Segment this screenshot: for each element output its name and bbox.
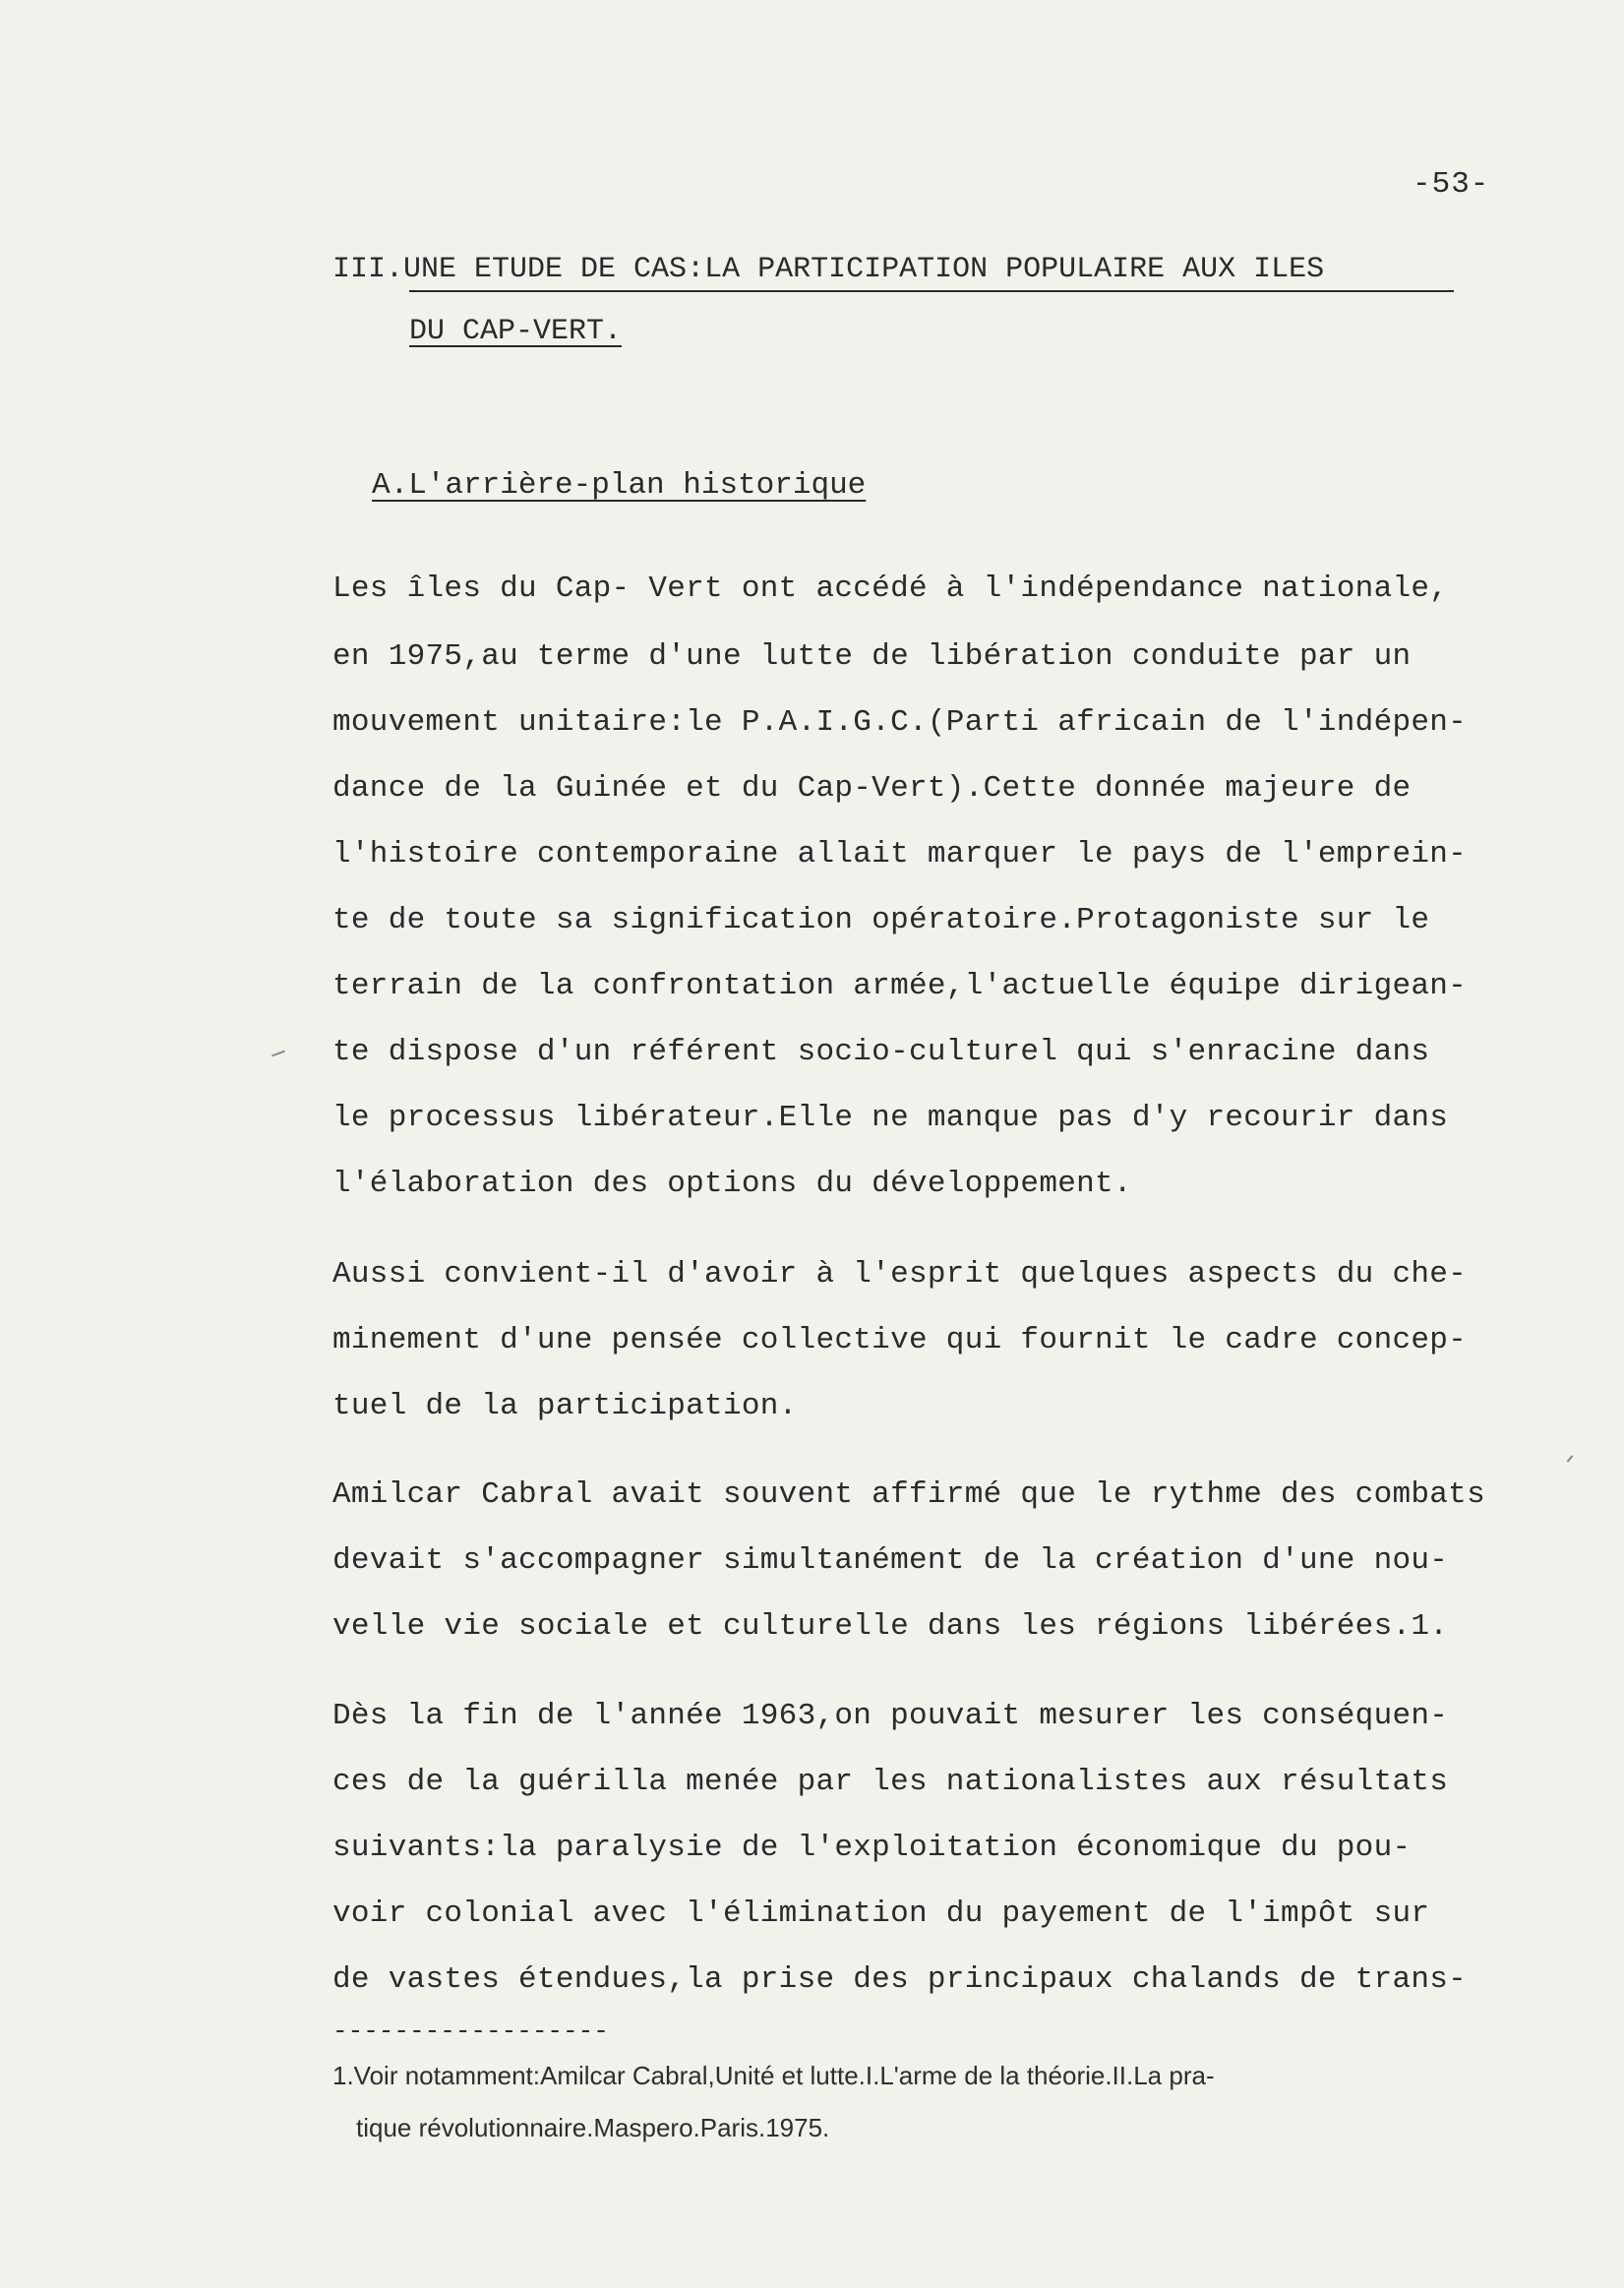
subsection-heading: A.L'arrière-plan historique bbox=[372, 468, 867, 503]
body-line: l'élaboration des options du développement. bbox=[332, 1167, 1132, 1201]
heading-underline bbox=[409, 290, 1454, 292]
body-line: ces de la guérilla menée par les nationalistes aux résultats bbox=[332, 1765, 1449, 1799]
scan-mark bbox=[271, 1051, 285, 1057]
body-line: velle vie sociale et culturelle dans les régions libérées.1. bbox=[332, 1609, 1449, 1644]
body-line: te dispose d'un référent socio-culturel qui s'enracine dans bbox=[332, 1035, 1430, 1069]
body-line: voir colonial avec l'élimination du payement de l'impôt sur bbox=[332, 1897, 1430, 1931]
body-line: tuel de la participation. bbox=[332, 1389, 798, 1423]
body-line: le processus libérateur.Elle ne manque pas d'y recourir dans bbox=[332, 1101, 1449, 1135]
footnote-line-2: tique révolutionnaire.Maspero.Paris.1975. bbox=[356, 2113, 830, 2142]
footnote-separator: ------------------ bbox=[332, 2017, 609, 2046]
scan-mark bbox=[1567, 1455, 1574, 1462]
body-line: Dès la fin de l'année 1963,on pouvait mesurer les conséquen- bbox=[332, 1699, 1449, 1733]
body-line: te de toute sa signification opératoire.Protagoniste sur le bbox=[332, 903, 1430, 937]
heading-title-line-1: UNE ETUDE DE CAS:LA PARTICIPATION POPULAIRE AUX ILES bbox=[403, 253, 1325, 286]
body-line: mouvement unitaire:le P.A.I.G.C.(Parti africain de l'indépen- bbox=[332, 705, 1468, 740]
heading-title-line-2: DU CAP-VERT. bbox=[409, 315, 623, 348]
body-line: terrain de la confrontation armée,l'actuelle équipe dirigean- bbox=[332, 969, 1468, 1003]
heading-numeral: III. bbox=[332, 253, 404, 286]
body-line: de vastes étendues,la prise des principaux chalands de trans- bbox=[332, 1962, 1468, 1997]
body-line: Aussi convient-il d'avoir à l'esprit quelques aspects du che- bbox=[332, 1257, 1468, 1292]
body-line: Les îles du Cap- Vert ont accédé à l'indépendance nationale, bbox=[332, 572, 1449, 606]
body-line: en 1975,au terme d'une lutte de libération conduite par un bbox=[332, 639, 1412, 674]
body-line: l'histoire contemporaine allait marquer le pays de l'emprein- bbox=[332, 837, 1468, 872]
body-line: minement d'une pensée collective qui fournit le cadre concep- bbox=[332, 1323, 1468, 1357]
body-line: dance de la Guinée et du Cap-Vert).Cette donnée majeure de bbox=[332, 771, 1412, 806]
footnote-line-1: 1.Voir notamment:Amilcar Cabral,Unité et lutte.I.L'arme de la théorie.II.La pra- bbox=[332, 2061, 1215, 2090]
heading-line-1 bbox=[332, 253, 1324, 286]
body-line: suivants:la paralysie de l'exploitation économique du pou- bbox=[332, 1831, 1412, 1865]
body-line: devait s'accompagner simultanément de la création d'une nou- bbox=[332, 1543, 1449, 1578]
page-number: -53- bbox=[1413, 167, 1490, 202]
body-line: Amilcar Cabral avait souvent affirmé que le rythme des combats bbox=[332, 1477, 1485, 1512]
